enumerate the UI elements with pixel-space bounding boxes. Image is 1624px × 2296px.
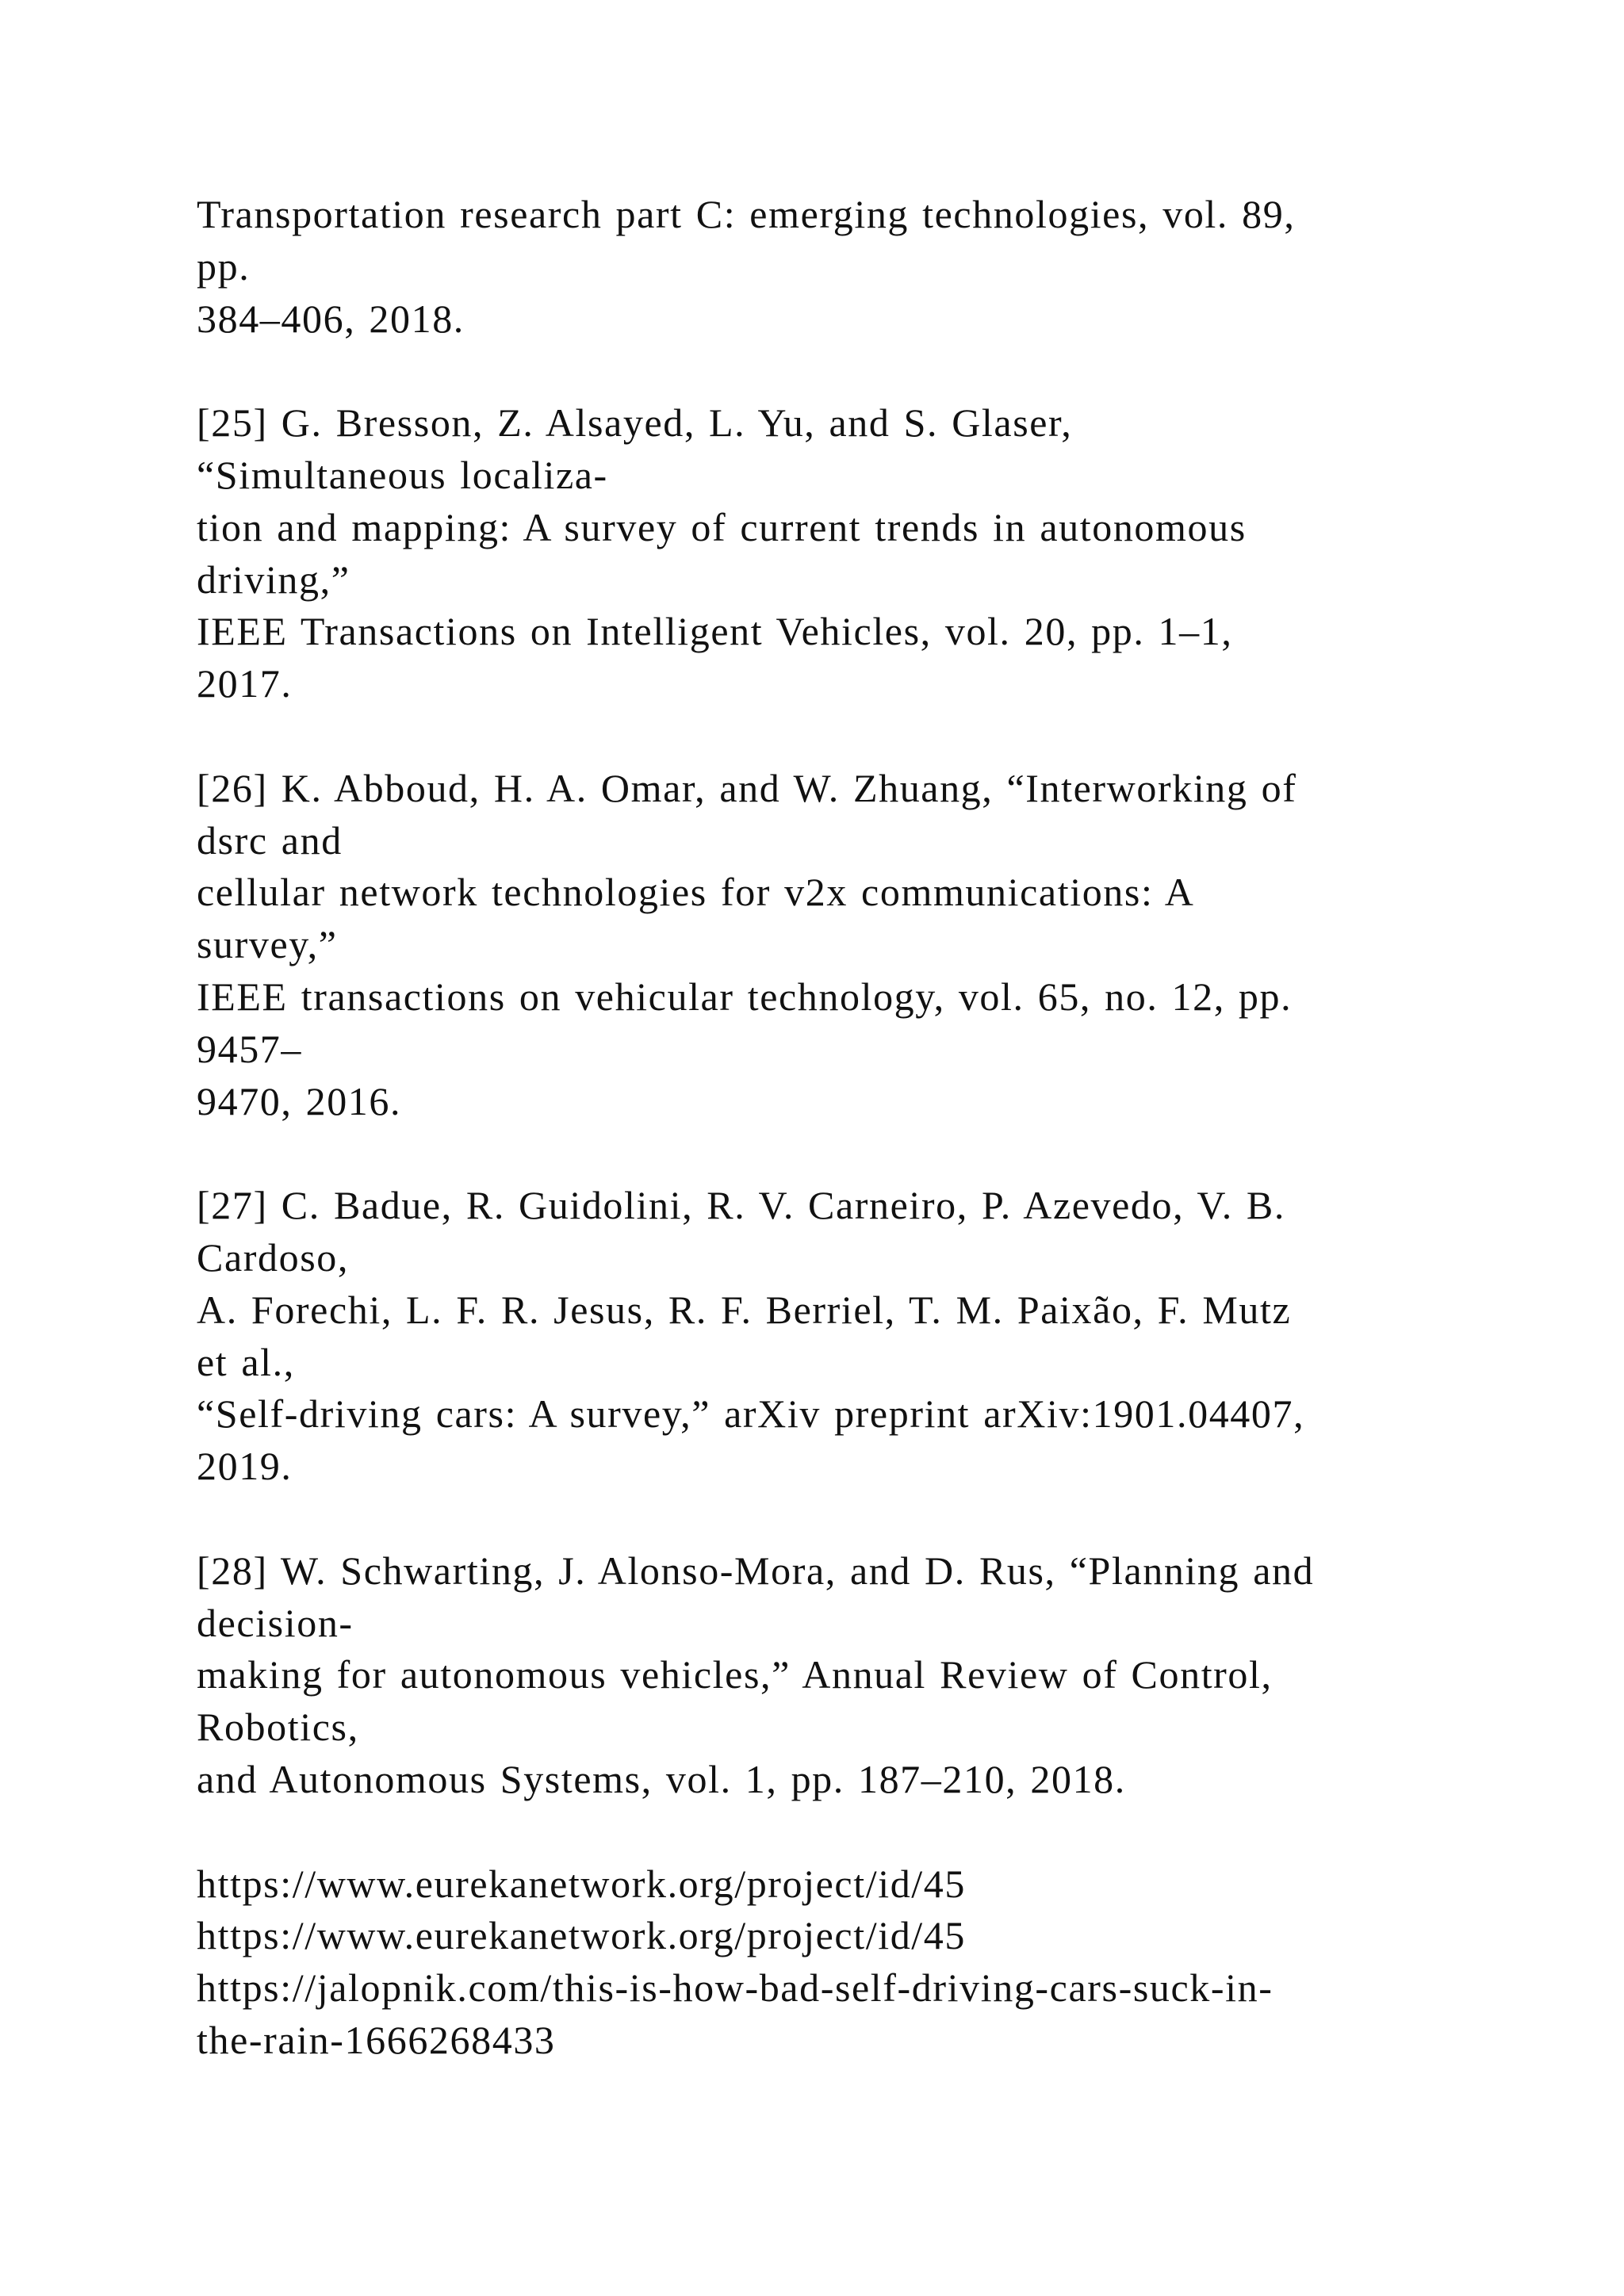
text-line: [26] K. Abboud, H. A. Omar, and W. Zhuang, “Interworking of — [197, 765, 1297, 810]
text-line: driving,” — [197, 557, 350, 602]
reference-28 — [197, 1545, 1465, 1806]
text-line: 9457– — [197, 1026, 302, 1071]
reference-27 — [197, 1180, 1465, 1493]
url-link[interactable]: the-rain-1666268433 — [197, 2017, 556, 2062]
paragraph-gap — [197, 710, 1465, 763]
document-page — [197, 189, 1465, 2067]
reference-26 — [197, 763, 1465, 1128]
url-link[interactable]: https://www.eurekanetwork.org/project/id/45 — [197, 1913, 966, 1958]
text-line: Cardoso, — [197, 1234, 349, 1280]
ref-24-continuation — [197, 189, 1465, 345]
reference-25 — [197, 397, 1465, 710]
text-line: tion and mapping: A survey of current trends in autonomous — [197, 504, 1247, 549]
text-line: survey,” — [197, 922, 338, 967]
url-link[interactable]: https://www.eurekanetwork.org/project/id/45 — [197, 1861, 966, 1906]
text-line: IEEE Transactions on Intelligent Vehicles, vol. 20, pp. 1–1, — [197, 609, 1233, 654]
text-line: 2017. — [197, 661, 293, 706]
text-line: [28] W. Schwarting, J. Alonso-Mora, and D. Rus, “Planning and — [197, 1548, 1315, 1593]
text-line: 384–406, 2018. — [197, 296, 465, 341]
text-line: cellular network technologies for v2x communications: A — [197, 870, 1195, 915]
text-line: A. Forechi, L. F. R. Jesus, R. F. Berriel, T. M. Paixão, F. Mutz — [197, 1287, 1292, 1332]
text-line: “Self-driving cars: A survey,” arXiv preprint arXiv:1901.04407, — [197, 1391, 1305, 1437]
text-line: 9470, 2016. — [197, 1078, 402, 1123]
text-line: IEEE transactions on vehicular technology, vol. 65, no. 12, pp. — [197, 974, 1293, 1019]
text-line: decision- — [197, 1600, 354, 1645]
text-line: [25] G. Bresson, Z. Alsayed, L. Yu, and S. Glaser, — [197, 400, 1073, 446]
paragraph-gap — [197, 345, 1465, 397]
paragraph-gap — [197, 1806, 1465, 1858]
text-line: Robotics, — [197, 1705, 359, 1750]
text-line: et al., — [197, 1339, 295, 1384]
paragraph-gap — [197, 1127, 1465, 1180]
text-line: and Autonomous Systems, vol. 1, pp. 187–210, 2018. — [197, 1756, 1126, 1801]
text-line: Transportation research part C: emerging technologies, vol. 89, — [197, 192, 1296, 236]
text-line: 2019. — [197, 1444, 293, 1489]
url-list — [197, 1858, 1465, 2067]
text-line: making for autonomous vehicles,” Annual Review of Control, — [197, 1652, 1273, 1697]
text-line: pp. — [197, 243, 251, 289]
paragraph-gap — [197, 1493, 1465, 1545]
text-line: “Simultaneous localiza- — [197, 452, 608, 497]
url-link[interactable]: https://jalopnik.com/this-is-how-bad-self-driving-cars-suck-in- — [197, 1965, 1274, 2011]
text-line: [27] C. Badue, R. Guidolini, R. V. Carneiro, P. Azevedo, V. B. — [197, 1183, 1285, 1228]
text-line: dsrc and — [197, 817, 343, 863]
